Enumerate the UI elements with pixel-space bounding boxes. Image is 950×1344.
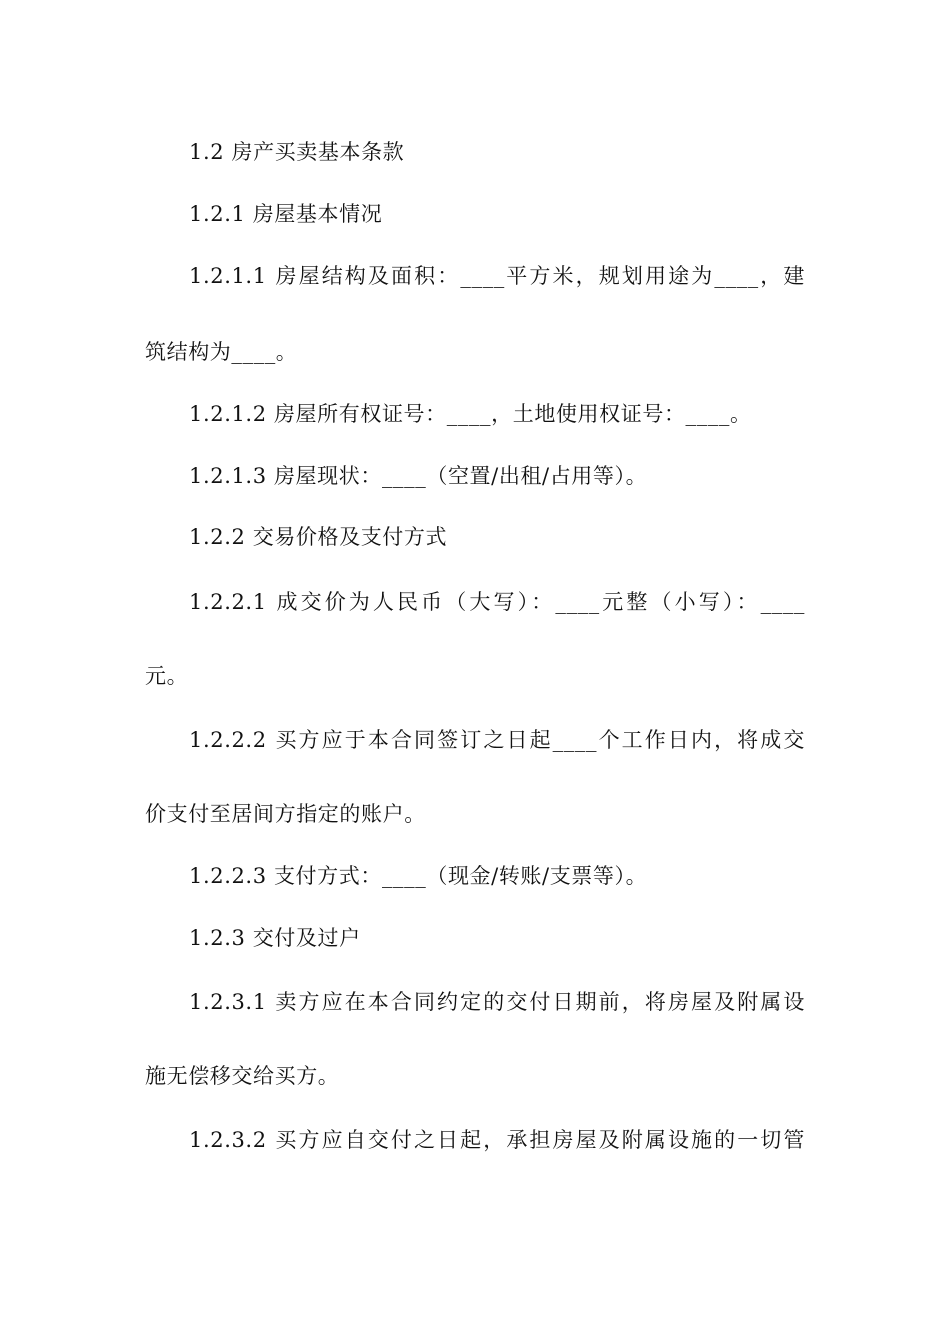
- section-heading-1-2-1: 1.2.1 房屋基本情况: [189, 202, 383, 226]
- section-heading-1-2: 1.2 房产买卖基本条款: [189, 140, 405, 164]
- section-heading-1-2-2: 1.2.2 交易价格及支付方式: [189, 525, 448, 549]
- clause-1-2-2-1-continued: 元。: [145, 664, 189, 688]
- clause-1-2-3-1-continued: 施无偿移交给买方。: [145, 1064, 340, 1088]
- clause-1-2-2-2-continued: 价支付至居间方指定的账户。: [145, 802, 426, 826]
- clause-1-2-1-1-continued: 筑结构为____。: [145, 340, 298, 364]
- clause-1-2-2-3: 1.2.2.3 支付方式：____（现金/转账/支票等）。: [189, 864, 648, 888]
- clause-1-2-2-1: 1.2.2.1 成交价为人民币（大写）：____元整（小写）：____: [189, 590, 805, 614]
- clause-1-2-1-3: 1.2.1.3 房屋现状：____（空置/出租/占用等）。: [189, 464, 648, 488]
- clause-1-2-1-2: 1.2.1.2 房屋所有权证号：____，土地使用权证号：____。: [189, 402, 752, 426]
- clause-1-2-1-1: 1.2.1.1 房屋结构及面积：____平方米，规划用途为____，建: [189, 264, 805, 288]
- clause-1-2-3-2: 1.2.3.2 买方应自交付之日起，承担房屋及附属设施的一切管: [189, 1128, 805, 1152]
- section-heading-1-2-3: 1.2.3 交付及过户: [189, 926, 361, 950]
- clause-1-2-2-2: 1.2.2.2 买方应于本合同签订之日起____个工作日内，将成交: [189, 728, 805, 752]
- clause-1-2-3-1: 1.2.3.1 卖方应在本合同约定的交付日期前，将房屋及附属设: [189, 990, 805, 1014]
